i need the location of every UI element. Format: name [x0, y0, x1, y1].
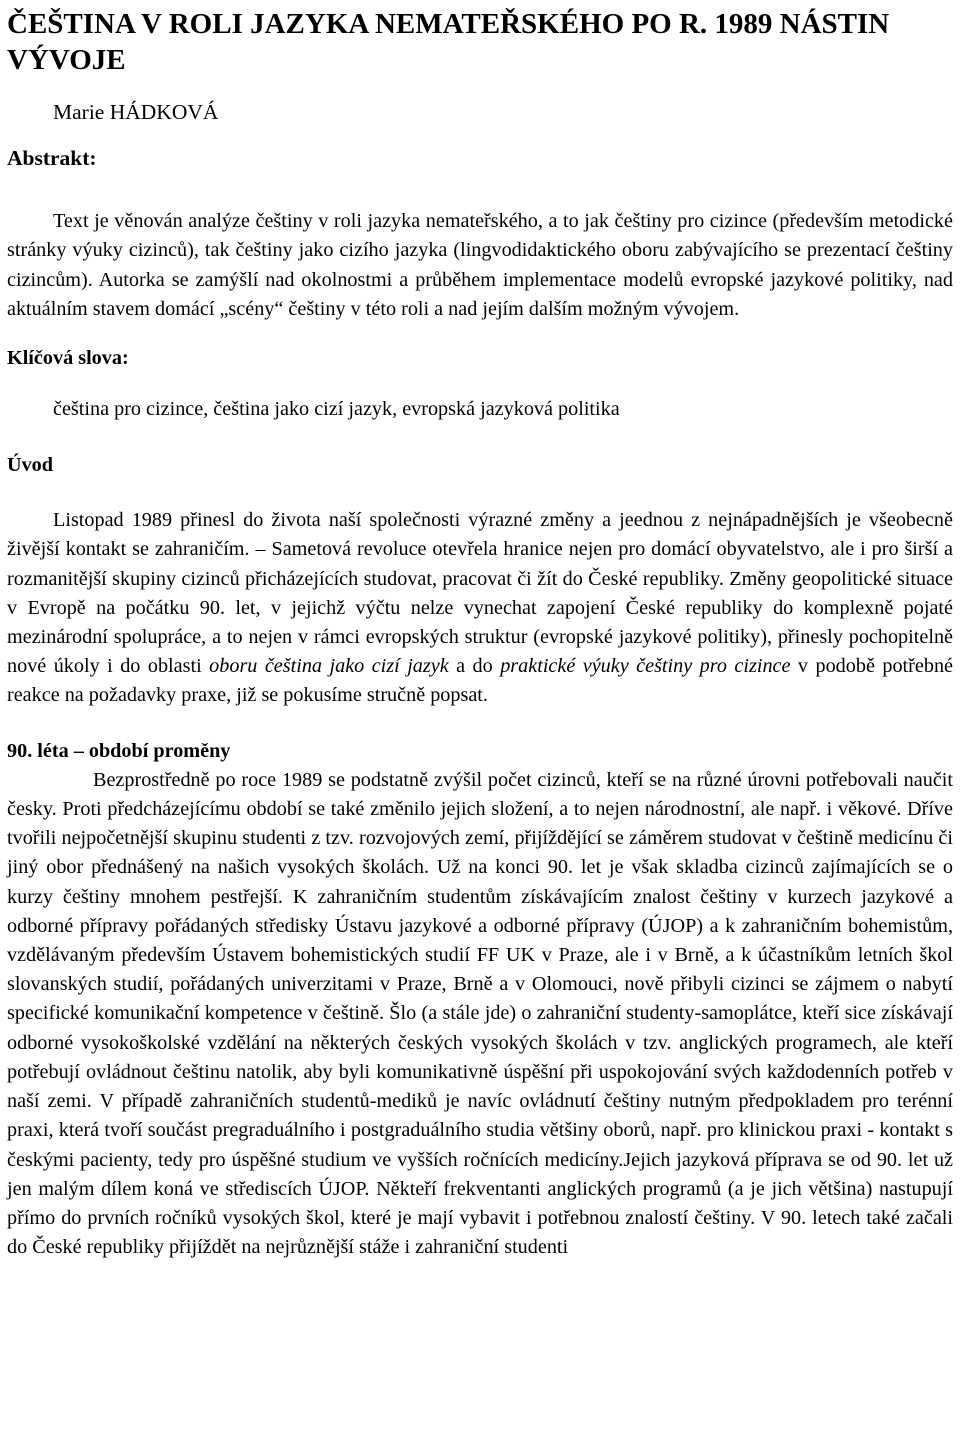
- intro-paragraph: [7, 506, 953, 710]
- keywords-text: čeština pro cizince, čeština jako cizí jazyk, evropská jazyková politika: [53, 397, 620, 420]
- intro-heading: Úvod: [7, 454, 53, 477]
- document-title: ČEŠTINA V ROLI JAZYKA NEMATEŘSKÉHO PO R. 1989 NÁSTIN VÝVOJE: [7, 8, 890, 76]
- intro-text-1: Listopad 1989 přinesl do života naší společnosti výrazné změny a jeednou z nejnápadnějších je všeobecně živější kontakt se zahraničím. – Sametová revoluce otevřela hranice nejen pro domácí obyvatelstvo, ale i pro širší a rozmanitější skupiny cizinců přicházejících studovat, pracovat či žít do České republiky. Změny geopolitické situace v Evropě na počátku 90. let, v jejichž výčtu nelze vynechat zapojení České republiky do komplexně pojaté mezinárodní spolupráce, a to nejen v rámci evropských struktur (evropské jazykové politiky), přinesly pochopitelně nové úkoly i do oblasti: [7, 509, 953, 678]
- abstract-heading: Abstrakt:: [7, 146, 97, 170]
- abstract-body: Text je věnován analýze češtiny v roli jazyka nemateřského, a to jak češtiny pro cizince (především metodické stránky výuky cizinců), tak češtiny jako cizího jazyka (lingvodidaktického oboru zabývajícího se prezentací češtiny cizincům). Autorka se zamýšlí nad okolnostmi a průběhem implementace modelů evropské jazykové politiky, nad aktuálním stavem domácí „scény“ češtiny v této roli a nad jejím dalším možným vývojem.: [7, 210, 953, 321]
- author-name: Marie HÁDKOVÁ: [53, 100, 219, 124]
- abstract-text: [7, 207, 953, 325]
- intro-italic-field: oboru čeština jako cizí jazyk: [209, 655, 449, 678]
- section-90s-heading: 90. léta – období proměny: [7, 739, 231, 762]
- intro-text-3: v podobě potřebné reakce na požadavky praxe, již se pokusíme stručně popsat.: [7, 655, 953, 707]
- keywords-heading: Klíčová slova:: [7, 346, 129, 369]
- section-90s-paragraph: [7, 766, 953, 1262]
- intro-italic-practice: praktické výuky češtiny pro cizince: [500, 655, 791, 678]
- intro-text-2: a do: [448, 655, 501, 678]
- section-90s-text: Bezprostředně po roce 1989 se podstatně zvýšil počet cizinců, kteří se na různé úrovni potřebovali naučit česky. Proti předcházejícímu období se také změnilo jejich složení, a to nejen národnostní, ale např. i věkové. Dříve tvořili nejpočetnější skupinu studenti z tzv. rozvojových zemí, přijíždějící se záměrem studovat v češtině medicínu či jiný obor přednášený na našich vysokých školách. Už na konci 90. let je však skladba cizinců zajímajících se o kurzy češtiny mnohem pestřejší. K zahraničním studentům získávajícím znalost češtiny v kurzech jazykové a odborné přípravy pořádaných středisky Ústavu jazykové a odborné přípravy (ÚJOP) a k zahraničním bohemistům, vzdělávaným především Ústavem bohemistických studií FF UK v Praze, ale i v Brně, a k účastníkům letních škol slovanských studií, pořádaných univerzitami v Praze, Brně a v Olomouci, nově přibyli cizinci se zájmem o nabytí specifické komunikační kompetence v češtině. Šlo (a stále jde) o zahraniční studenty-samoplátce, kteří sice získávají odborné vysokoškolské vzdělání na některých českých vysokých školách v tzv. anglických programech, ale kteří potřebují ovládnout češtinu natolik, aby byli komunikativně úspěšní při uspokojování svých každodenních potřeb v naší zemi. V případě zahraničních studentů-mediků je navíc ovládnutí češtiny nutným předpokladem pro terénní praxi, která tvoří součást pregraduálního i postgraduálního studia většiny oborů, např. pro klinickou praxi - kontakt s českými pacienty, tedy pro úspěšné studium ve vyšších ročnících medicíny.Jejich jazyková příprava se od 90. let už jen malým dílem koná ve střediscích ÚJOP. Někteří frekventanti anglických programů (a je jich většina) nastupují přímo do prvních ročníků vysokých škol, které je mají vybavit i potřebnou znalostí češtiny. V 90. letech také začali do České republiky přijíždět na nejrůznější stáže i zahraniční studenti: [7, 768, 953, 1259]
